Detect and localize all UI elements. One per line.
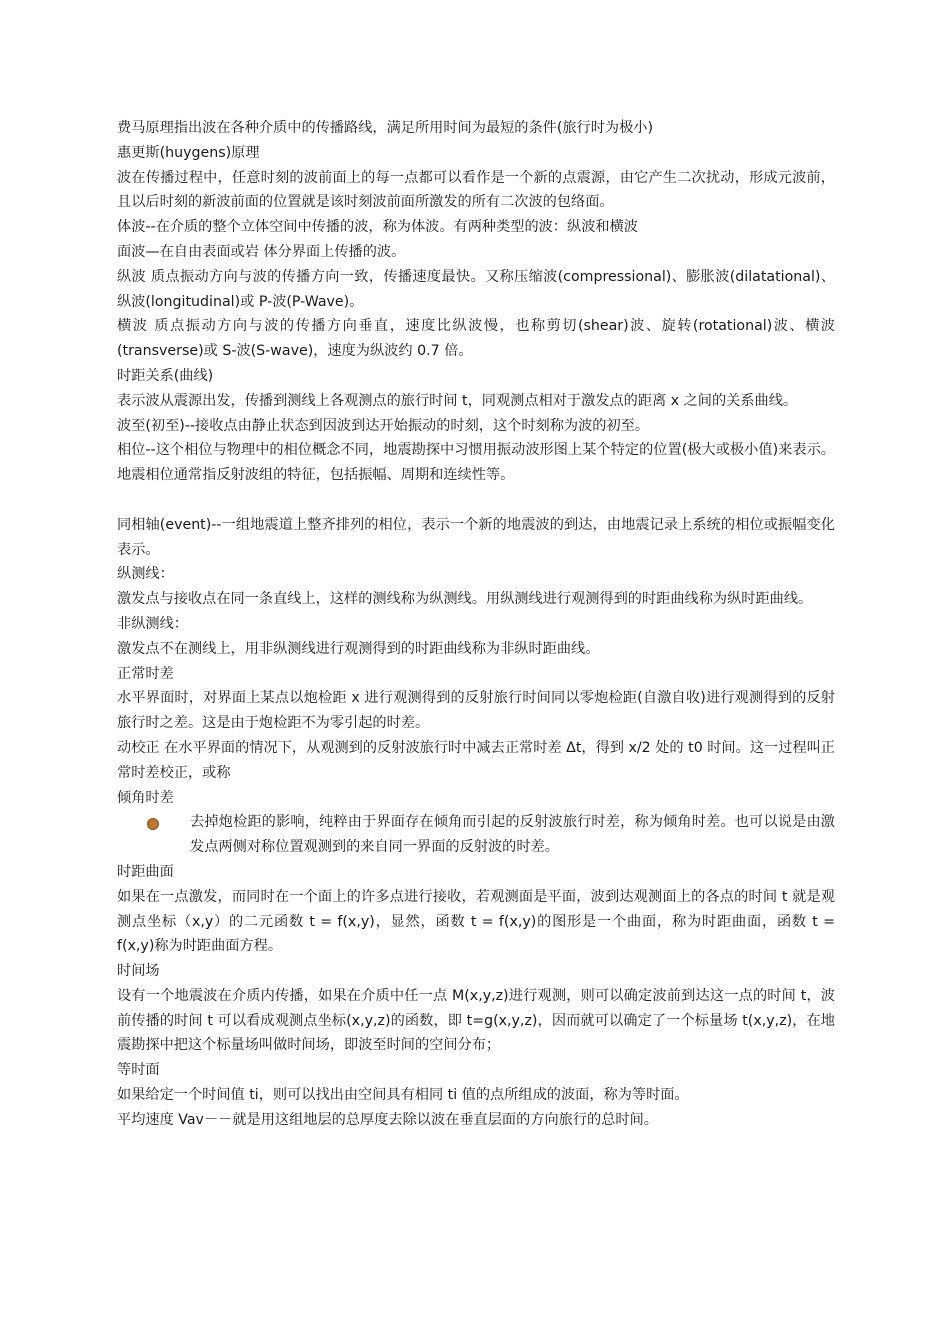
heading: 时间场	[117, 963, 160, 980]
heading: 时距曲面	[117, 863, 174, 880]
paragraph: 费马原理指出波在各种介质中的传播路线，满足所用时间为最短的条件(旅行时为极小)	[117, 120, 654, 136]
document-body	[117, 116, 835, 1133]
paragraph: 设有一个地震波在介质内传播，如果在介质中任一点 M(x,y,z)进行观测，则可以确定波前到达这一点的时间 t，波前传播的时间 t 可以看成观测点坐标(x,y,z)的函数，即 t=g(x,y,z)，因而就可以确定了一个标量场 t(x,y,z)，在地震勘探中把这个标量场叫做时间场，即波至时间的空间分布；	[117, 987, 835, 1054]
paragraph: 同相轴(event)--一组地震道上整齐排列的相位，表示一个新的地震波的到达，由地震记录上系统的相位或振幅变化表示。	[117, 516, 835, 558]
bullet-text: 去掉炮检距的影响，纯粹由于界面存在倾角而引起的反射波旅行时差，称为倾角时差。也可以说是由激发点两侧对称位置观测到的来自同一界面的反射波的时差。	[190, 814, 835, 856]
paragraph: 如果给定一个时间值 ti，则可以找出由空间具有相同 ti 值的点所组成的波面，称为等时面。	[117, 1087, 689, 1104]
heading: 纵测线：	[117, 566, 174, 583]
paragraph: 平均速度 Vav－－就是用这组地层的总厚度去除以波在垂直层面的方向旅行的总时间。	[117, 1111, 658, 1128]
heading-huygens: 惠更斯(huygens)原理	[117, 144, 260, 161]
heading: 正常时差	[117, 665, 174, 682]
paragraph: 动校正 在水平界面的情况下，从观测到的反射波旅行时中减去正常时差 Δt，得到 x/2 处的 t0 时间。这一过程叫正常时差校正，或称	[117, 739, 835, 781]
paragraph: 横波 质点振动方向与波的传播方向垂直，速度比纵波慢，也称剪切(shear)波、旋转(rotational)波、横波(transverse)或 S-波(S-wave)，速度为纵波约 0.7 倍。	[117, 318, 835, 360]
blank-line	[117, 488, 835, 513]
heading-time-distance: 时距关系(曲线)	[117, 367, 214, 384]
paragraph: 激发点与接收点在同一条直线上，这样的测线称为纵测线。用纵测线进行观测得到的时距曲线称为纵时距曲线。	[117, 591, 813, 608]
paragraph: 体波--在介质的整个立体空间中传播的波，称为体波。有两种类型的波：纵波和横波	[117, 219, 638, 236]
paragraph: 水平界面时，对界面上某点以炮检距 x 进行观测得到的反射旅行时间同以零炮检距(自激自收)进行观测得到的反射旅行时之差。这是由于炮检距不为零引起的时差。	[117, 690, 835, 732]
bullet-item	[117, 810, 835, 860]
circle-bullet-icon	[147, 818, 159, 830]
heading: 等时面	[117, 1062, 160, 1079]
paragraph: 如果在一点激发，而同时在一个面上的许多点进行接收，若观测面是平面，波到达观测面上的各点的时间 t 就是观测点坐标（x,y）的二元函数 t = f(x,y)，显然，函数 t = f(x,y)的图形是一个曲面，称为时距曲面，函数 t = f(x,y)称为时距曲面方程。	[117, 888, 835, 955]
paragraph: 波至(初至)--接收点由静止状态到因波到达开始振动的时刻，这个时刻称为波的初至。	[117, 417, 650, 434]
heading: 倾角时差	[117, 789, 174, 806]
paragraph: 面波—在自由表面或岩 体分界面上传播的波。	[117, 243, 406, 260]
heading: 非纵测线：	[117, 615, 188, 632]
paragraph: 纵波 质点振动方向与波的传播方向一致，传播速度最快。又称压缩波(compressional)、膨胀波(dilatational)、纵波(longitudinal)或 P-波(P-Wave)。	[117, 268, 835, 310]
paragraph: 表示波从震源出发，传播到测线上各观测点的旅行时间 t，同观测点相对于激发点的距离 x 之间的关系曲线。	[117, 392, 798, 409]
paragraph: 激发点不在测线上，用非纵测线进行观测得到的时距曲线称为非纵时距曲线。	[117, 640, 600, 657]
paragraph: 波在传播过程中，任意时刻的波前面上的每一点都可以看作是一个新的点震源，由它产生二次扰动，形成元波前，且以后时刻的新波前面的位置就是该时刻波前面所激发的所有二次波的包络面。	[117, 169, 835, 211]
paragraph: 相位--这个相位与物理中的相位概念不同，地震勘探中习惯用振动波形图上某个特定的位置(极大或极小值)来表示。地震相位通常指反射波组的特征，包括振幅、周期和连续性等。	[117, 442, 835, 484]
